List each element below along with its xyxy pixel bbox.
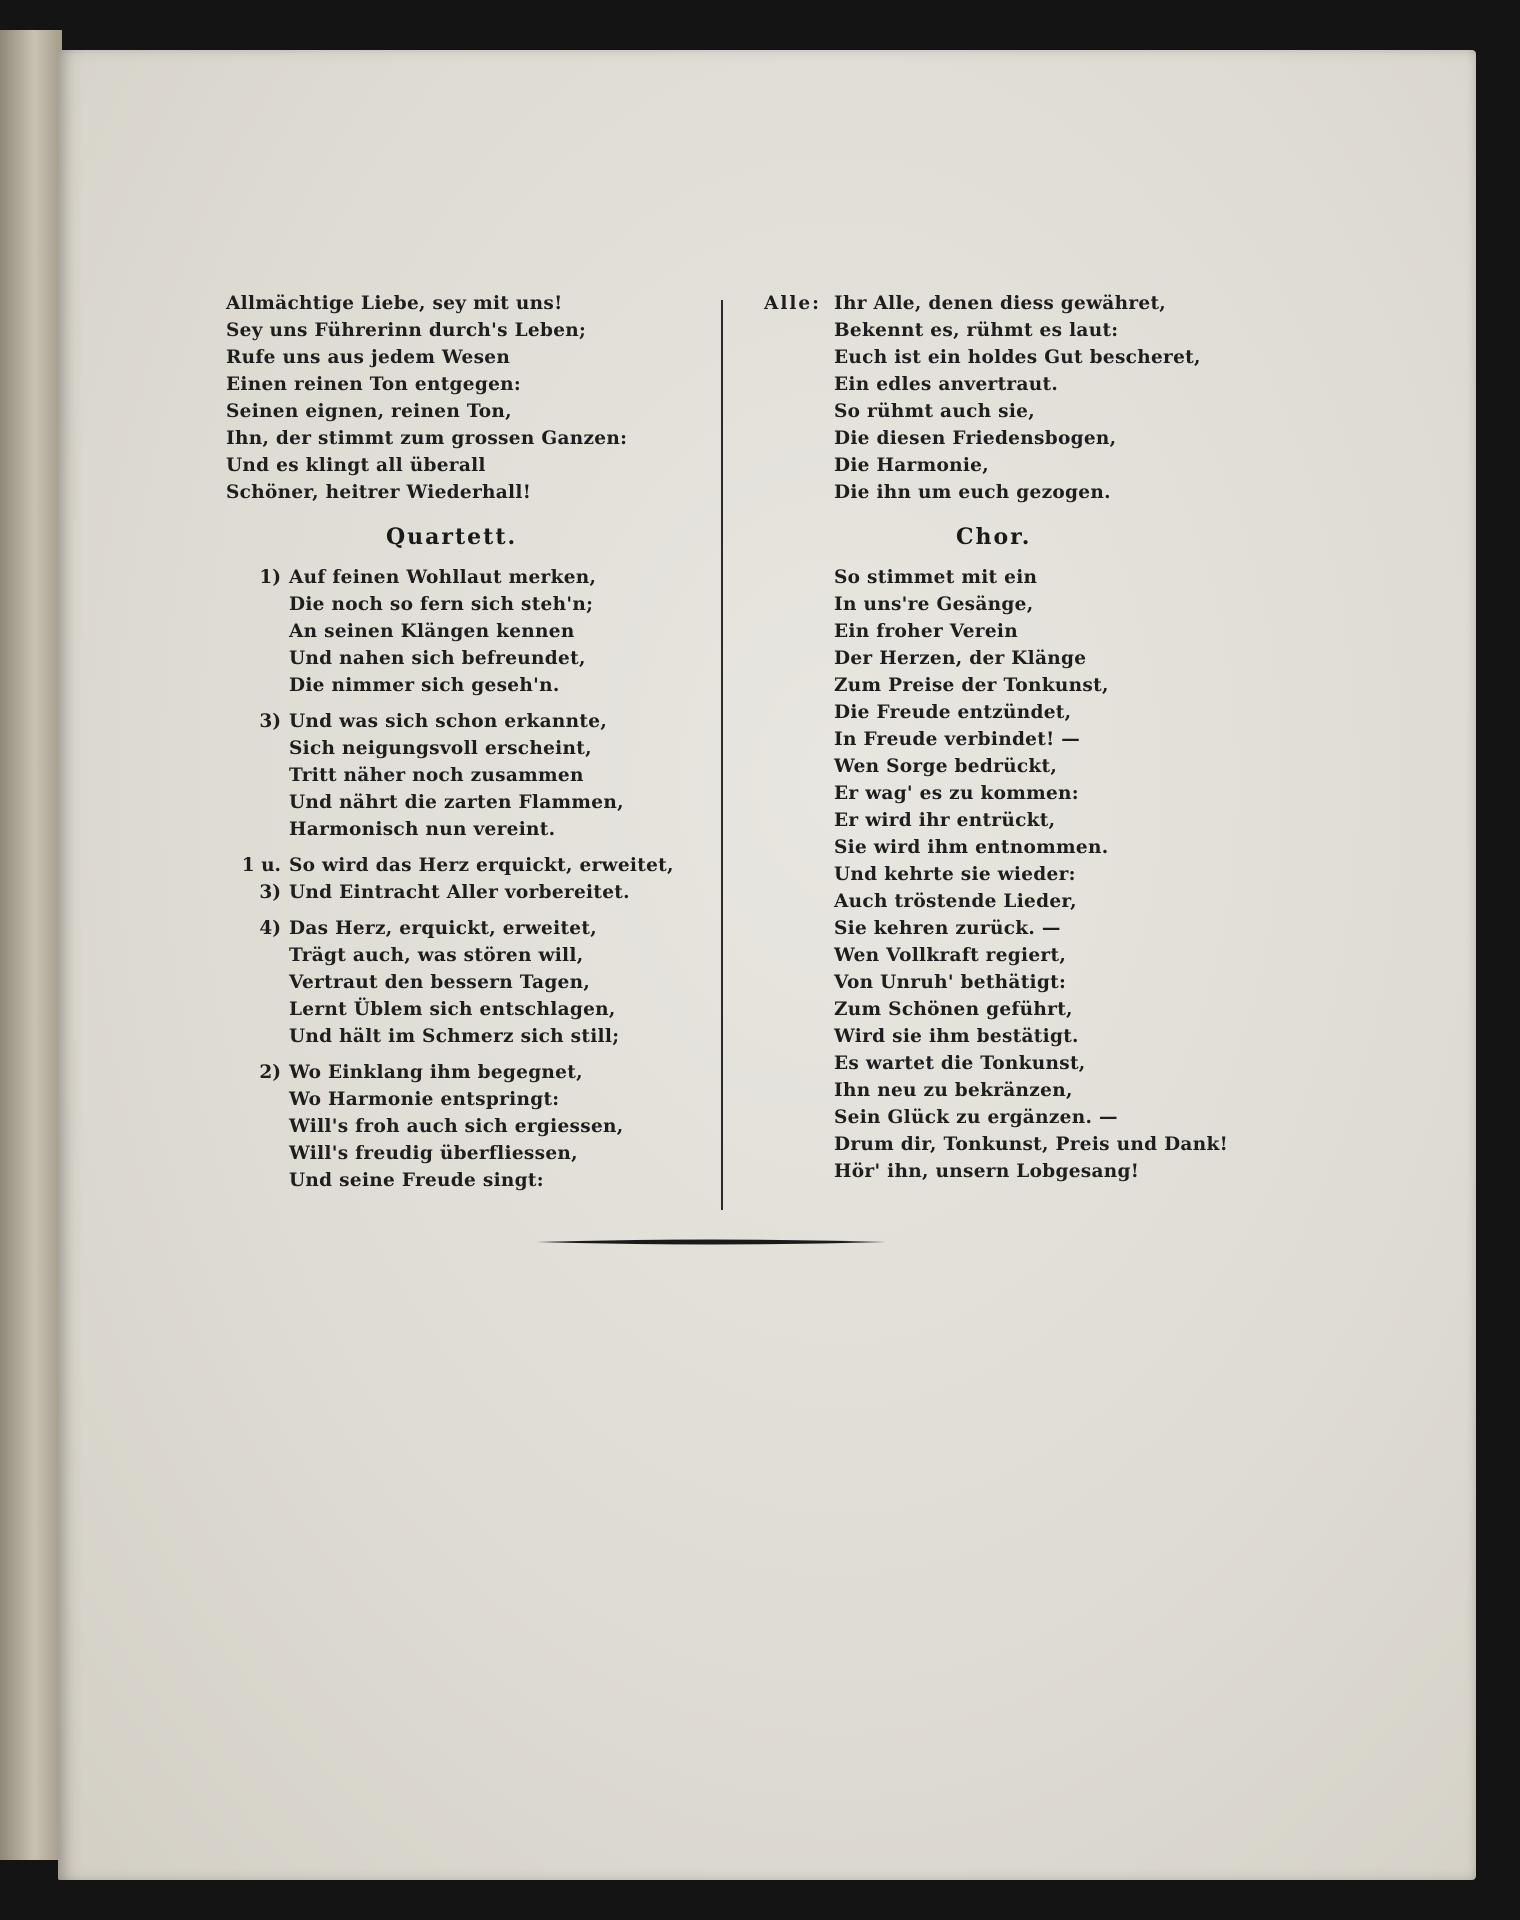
alle-lines bbox=[764, 290, 1284, 506]
alle-verse bbox=[764, 290, 1284, 506]
verse-line: Die ihn um euch gezogen. bbox=[834, 482, 1111, 503]
verse-line: Ein froher Verein bbox=[834, 621, 1018, 642]
verse-line: Sich neigungsvoll erscheint, bbox=[289, 738, 592, 759]
verse-line: Schöner, heitrer Wiederhall! bbox=[226, 482, 532, 503]
stanza bbox=[226, 564, 696, 699]
verse-line: Und seine Freude singt: bbox=[289, 1170, 544, 1191]
stanza bbox=[226, 915, 696, 1050]
verse-line: Und es klingt all überall bbox=[226, 455, 486, 476]
verse-line: Das Herz, erquickt, erweitet, bbox=[289, 918, 597, 939]
stanza bbox=[226, 852, 696, 906]
verse-line: Ein edles anvertraut. bbox=[834, 374, 1059, 395]
verse-line: Und nährt die zarten Flammen, bbox=[289, 792, 624, 813]
ornamental-rule bbox=[536, 1238, 886, 1246]
verse-line: So wird das Herz erquickt, erweitet, bbox=[289, 855, 674, 876]
verse-line: Vertraut den bessern Tagen, bbox=[289, 972, 591, 993]
verse-line: Seinen eignen, reinen Ton, bbox=[226, 401, 512, 422]
verse-line: Bekennt es, rühmt es laut: bbox=[834, 320, 1119, 341]
verse-line: Und Eintracht Aller vorbereitet. bbox=[289, 882, 630, 903]
verse-line: Rufe uns aus jedem Wesen bbox=[226, 347, 511, 368]
left-column bbox=[226, 290, 696, 1203]
chor-lines bbox=[764, 564, 1284, 1185]
verse-line: Die noch so fern sich steh'n; bbox=[289, 594, 594, 615]
stanza-number: 3) bbox=[259, 711, 281, 732]
quartett-stanzas bbox=[226, 564, 696, 1194]
verse-line: In Freude verbindet! — bbox=[834, 729, 1081, 750]
verse-line: Harmonisch nun vereint. bbox=[289, 819, 556, 840]
verse-line: Wird sie ihm bestätigt. bbox=[834, 1026, 1079, 1047]
right-column bbox=[764, 290, 1284, 1185]
verse-line: Auch tröstende Lieder, bbox=[834, 891, 1077, 912]
verse-line: Die diesen Friedensbogen, bbox=[834, 428, 1117, 449]
verse-line: Es wartet die Tonkunst, bbox=[834, 1053, 1086, 1074]
verse-line: Die Freude entzündet, bbox=[834, 702, 1072, 723]
verse-line: Einen reinen Ton entgegen: bbox=[226, 374, 522, 395]
verse-line: Sey uns Führerinn durch's Leben; bbox=[226, 320, 587, 341]
verse-line: Der Herzen, der Klänge bbox=[834, 648, 1087, 669]
verse-line: Sein Glück zu ergänzen. — bbox=[834, 1107, 1118, 1128]
verse-line: Wo Einklang ihm begegnet, bbox=[289, 1062, 583, 1083]
verse-line: Wen Vollkraft regiert, bbox=[834, 945, 1067, 966]
column-divider bbox=[721, 300, 723, 1210]
alle-label: Alle: bbox=[764, 293, 822, 314]
verse-line: Von Unruh' bethätigt: bbox=[834, 972, 1067, 993]
verse-line: Und nahen sich befreundet, bbox=[289, 648, 586, 669]
verse-line: Hör' ihn, unsern Lobgesang! bbox=[834, 1161, 1140, 1182]
verse-line: Euch ist ein holdes Gut bescheret, bbox=[834, 347, 1201, 368]
verse-line: Die Harmonie, bbox=[834, 455, 989, 476]
stanza-number: 4) bbox=[259, 918, 281, 939]
verse-line: Und was sich schon erkannte, bbox=[289, 711, 608, 732]
verse-line: Und kehrte sie wieder: bbox=[834, 864, 1076, 885]
verse-line: Zum Schönen geführt, bbox=[834, 999, 1073, 1020]
verse-line: Lernt Üblem sich entschlagen, bbox=[289, 999, 616, 1020]
stanza-number: 1 u. 3) bbox=[241, 855, 281, 903]
chor-heading: Chor. bbox=[956, 524, 1032, 550]
book-page bbox=[58, 50, 1476, 1880]
verse-line: Die nimmer sich geseh'n. bbox=[289, 675, 560, 696]
verse-line: Auf feinen Wohllaut merken, bbox=[289, 567, 597, 588]
verse-line: Tritt näher noch zusammen bbox=[289, 765, 584, 786]
verse-line: Er wird ihr entrückt, bbox=[834, 810, 1056, 831]
verse-line: An seinen Klängen kennen bbox=[289, 621, 575, 642]
opening-verse bbox=[226, 290, 696, 506]
facing-page-edge bbox=[0, 30, 62, 1860]
stanza bbox=[226, 708, 696, 843]
verse-line: Sie wird ihm entnommen. bbox=[834, 837, 1109, 858]
verse-line: Trägt auch, was stören will, bbox=[289, 945, 584, 966]
quartett-heading: Quartett. bbox=[386, 524, 518, 550]
stanza-number: 2) bbox=[259, 1062, 281, 1083]
verse-line: Will's froh auch sich ergiessen, bbox=[289, 1116, 624, 1137]
verse-line: Ihr Alle, denen diess gewähret, bbox=[834, 293, 1167, 314]
verse-line: So stimmet mit ein bbox=[834, 567, 1038, 588]
verse-line: Will's freudig überfliessen, bbox=[289, 1143, 578, 1164]
verse-line: Wen Sorge bedrückt, bbox=[834, 756, 1058, 777]
stanza-number: 1) bbox=[259, 567, 281, 588]
verse-line: Drum dir, Tonkunst, Preis und Dank! bbox=[834, 1134, 1229, 1155]
verse-line: Und hält im Schmerz sich still; bbox=[289, 1026, 620, 1047]
verse-line: Ihn, der stimmt zum grossen Ganzen: bbox=[226, 428, 628, 449]
verse-line: Sie kehren zurück. — bbox=[834, 918, 1061, 939]
verse-line: In uns're Gesänge, bbox=[834, 594, 1034, 615]
verse-line: Ihn neu zu bekränzen, bbox=[834, 1080, 1073, 1101]
verse-line: Wo Harmonie entspringt: bbox=[289, 1089, 560, 1110]
verse-line: Allmächtige Liebe, sey mit uns! bbox=[226, 293, 563, 314]
verse-line: Zum Preise der Tonkunst, bbox=[834, 675, 1109, 696]
verse-line: Er wag' es zu kommen: bbox=[834, 783, 1079, 804]
stanza bbox=[226, 1059, 696, 1194]
verse-line: So rühmt auch sie, bbox=[834, 401, 1035, 422]
